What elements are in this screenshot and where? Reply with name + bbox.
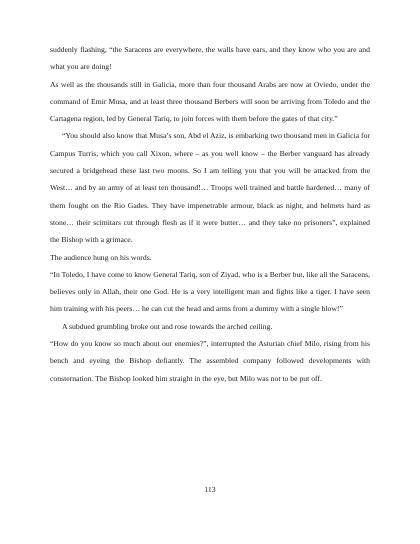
page-number: 113 — [204, 485, 216, 494]
paragraph-audience: The audience hung on his words. — [50, 252, 152, 262]
paragraph-arab-forces: As well as the thousands still in Galicia, more than four thousand Arabs are now at Oviedo, under the command of Emir Musa, and at least three thousand Berbers will soon be arriving from Toledo and the Cartagena region, led by General Tariq, to join forces with them before the gates of that city.” — [50, 79, 370, 124]
paragraph-grumbling: A subdued grumbling broke out and rose towards the arched ceiling. — [62, 321, 273, 331]
paragraph-milo: “How do you know so much about our enemies?”, interrupted the Asturian chief Milo, rising from his bench and eyeing the Bishop defiantly. The assembled company followed developments with consternation. The Bishop looked him straight in the eye, but Milo was not to be put off. — [50, 339, 370, 383]
paragraph-general-tariq: “In Toledo, I have come to know General Tariq, son of Ziyad, who is a Berber but, like all the Saracens, believes only in Allah, their one God. He is a very intelligent man and fights like a tiger. I have seen him training with his peers… he can cut the head and arms from a dummy with a single blow!” — [50, 269, 370, 314]
paragraph-musa-son: “You should also know that Musa’s son, Abd el Aziz, is embarking two thousand men in Galicia for Campus Turris, which you call Xixon, where – as you well know – the Berber vanguard has already secured a bridgehead these last two moons. So I am telling you that you will be attacked from the West… and by an army of at least ten thousand!… Troops well trained and battle hardened… many of them fought on the Rio Gades. They have impenetrable armour, black as night, and helmets hard as stone… their scimitars cut through flesh as if it were butter… and they take no prisoners”, explained the Bishop with a grimace. — [50, 131, 370, 245]
paragraph-continuation: suddenly flashing, “the Saracens are everywhere, the walls have ears, and they know who you are and what you are doing! — [50, 45, 370, 72]
